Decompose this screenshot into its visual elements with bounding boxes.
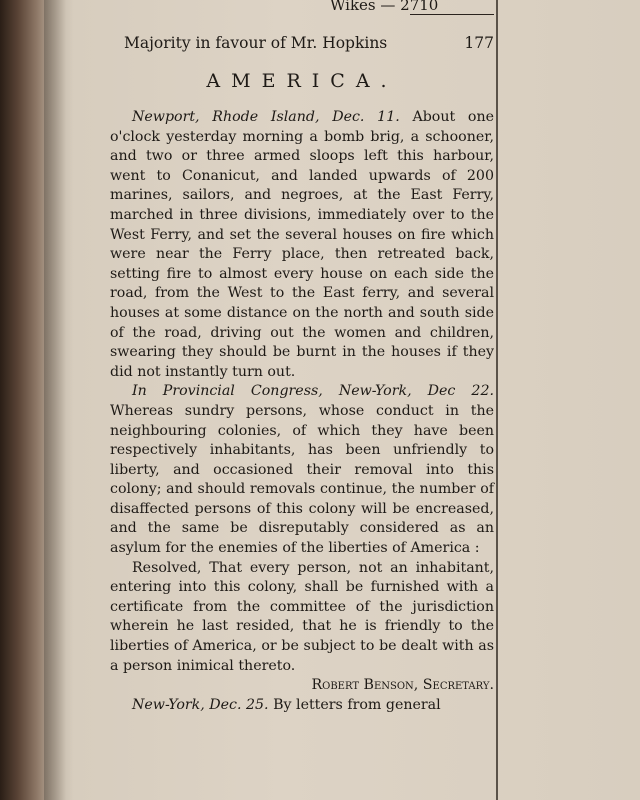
paragraph-new-york — [110, 696, 494, 716]
majority-value: 177 — [464, 34, 494, 52]
dateline-newport: Newport, Rhode Island, Dec. 11. — [132, 109, 400, 125]
section-heading: AMERICA. — [206, 70, 398, 92]
article-body — [110, 108, 494, 715]
dateline-new-york: New-York, Dec. 25. — [132, 696, 269, 713]
newspaper-page — [44, 0, 640, 800]
majority-label: Majority in favour of Mr. Hopkins — [124, 34, 388, 52]
paragraph-resolved: Resolved, That every person, not an inhabitant, entering into this colony, shall be furnished with a certificate from the committee of the jurisdiction wherein he last resided, that he is friendly to the liberties of America, or be subject to be dealt with as a person inimical thereto. — [110, 559, 494, 674]
paragraph-congress — [110, 382, 494, 558]
majority-line — [124, 34, 494, 52]
header-rule — [410, 14, 494, 15]
text-newport: About one o'clock yesterday morning a bomb brig, a schooner, and two or three armed sloops left this harbour, went to Conanicut, and landed upwards of 200 marines, sailors, and negroes, at the East Ferry, marched in three divisions, immediately over to the West Ferry, and set the several houses on fire which were near the Ferry place, then retreated back, setting fire to almost every house on each side the road, from the West to the East ferry, and several houses at some distance on the north and south side of the road, driving out the women and children, swearing they should be burnt in the houses if they did not instantly turn out. — [110, 109, 494, 380]
paragraph-newport — [110, 108, 494, 382]
signature: Robert Benson, Secretary. — [311, 677, 494, 694]
text-congress: Whereas sundry persons, whose conduct in the neighbouring colonies, of which they have been respectively inhabitants, has been unfriendly to liberty, and occasioned their removal into this colony; and should removals continue, the number of disaffected persons of this colony will be encreased, and the same be disreputably considered as an asylum for the enemies of the liberties of America : — [110, 402, 494, 557]
column-rule — [496, 0, 498, 800]
gutter-shadow — [44, 0, 66, 800]
dateline-congress: In Provincial Congress, New-York, Dec 22. — [132, 383, 494, 400]
running-head: Wikes — 2710 — [330, 0, 439, 14]
text-new-york: By letters from general — [273, 696, 441, 713]
